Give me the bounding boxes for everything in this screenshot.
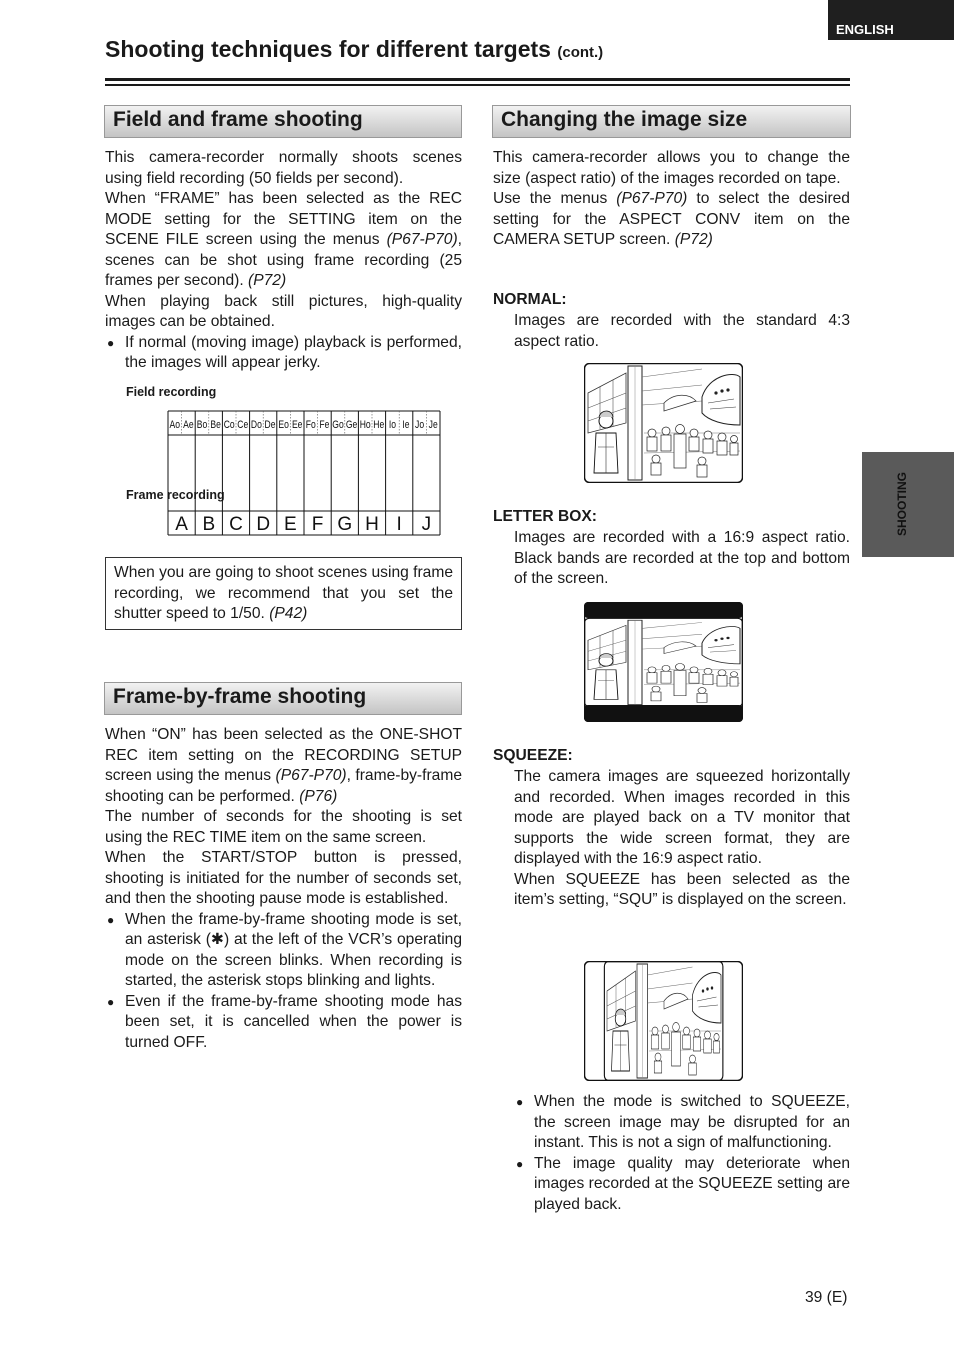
field-cell-label: Bo — [196, 419, 208, 432]
note-text: When you are going to shoot scenes using frame recording, we recommend that you set the shutter speed to 1/50. — [114, 564, 453, 622]
squeeze-heading: SQUEEZE: — [493, 747, 573, 764]
frame-cell-label: B — [202, 514, 216, 535]
paragraph: When the START/STOP button is pressed, shooting is initiated for the number of seconds set, and then the shooting pause mode is established. — [105, 849, 462, 907]
side-tab-label: SHOOTING — [895, 471, 910, 537]
field-cell-label: Ee — [291, 419, 303, 432]
frame-cell-label: E — [284, 514, 297, 535]
paragraph: The camera images are squeezed horizontally and recorded. When images recorded in this mode are played back on a TV monitor that supports the wide screen format, they are displayed with the 16:9 aspect ratio. — [514, 768, 850, 867]
section-heading-frame-by-frame — [104, 682, 462, 715]
field-cell-label: Ge — [345, 419, 358, 432]
paragraph: The number of seconds for the shooting is set using the REC TIME item on the same screen. — [105, 808, 462, 846]
text: , scenes can be shot using frame recording (25 frames per second). — [105, 231, 462, 289]
section-heading-field-frame — [104, 105, 462, 138]
field-frame-body — [105, 148, 462, 374]
section-heading-image-size — [492, 105, 851, 138]
text: , frame-by-frame shooting can be performed. — [105, 767, 462, 805]
normal-aspect-illustration — [584, 363, 743, 483]
frame-cell-label: H — [365, 514, 379, 535]
field-cell-label: Ae — [183, 419, 194, 432]
normal-description: Images are recorded with the standard 4:3 aspect ratio. — [514, 312, 850, 350]
field-cell-label: Io — [388, 419, 396, 432]
field-cell-label: Ce — [237, 419, 249, 432]
bullet-item: ● The image quality may deteriorate when images recorded at the SQUEEZE setting are played back. — [514, 1154, 850, 1216]
heading-text: Field and frame shooting — [113, 108, 363, 131]
text: When “FRAME” has been selected as the REC MODE setting for the SETTING item on the SCENE FILE screen using the menus — [105, 190, 462, 248]
field-cell-label: Ie — [402, 419, 410, 432]
squeeze-description — [514, 767, 850, 911]
page-ref: (P67-P70) — [275, 767, 347, 784]
letterbox-aspect-illustration — [584, 602, 743, 722]
field-cell-label: Eo — [278, 419, 289, 432]
bullet-item: ● When the mode is switched to SQUEEZE, the screen image may be disrupted for an instant. This is not a sign of malfunctioning. — [514, 1092, 850, 1154]
heading-text: Changing the image size — [501, 108, 748, 131]
frame-by-frame-body — [105, 725, 462, 1053]
field-cell-label: Do — [250, 419, 262, 432]
paragraph — [493, 189, 850, 251]
field-cell-label: Ho — [359, 419, 371, 432]
text: to select the desired setting for the ASPECT CONV item on the CAMERA SETUP screen. — [493, 190, 850, 248]
page-ref: (P42) — [269, 605, 308, 622]
frame-cell-label: C — [229, 514, 243, 535]
page-ref: (P72) — [248, 272, 287, 289]
bullet-item: ● If normal (moving image) playback is performed, the images will appear jerky. — [105, 333, 462, 374]
paragraph — [105, 189, 462, 292]
frame-cell-label: G — [337, 514, 353, 535]
bullet-list — [514, 1092, 850, 1215]
paragraph: When SQUEEZE has been selected as the item’s setting, “SQU” is displayed on the screen. — [514, 870, 850, 908]
normal-heading: NORMAL: — [493, 291, 567, 308]
frame-cell-label: J — [421, 514, 432, 535]
language-tab — [828, 0, 954, 40]
field-cell-label: He — [373, 419, 385, 432]
title-rule-bottom — [105, 84, 850, 86]
paragraph — [105, 725, 462, 807]
frame-recording-label: Frame recording — [126, 488, 225, 502]
field-cell-label: Fo — [305, 419, 316, 432]
page-ref: (P67-P70) — [616, 190, 688, 207]
page-ref: (P72) — [674, 231, 713, 248]
letterbox-heading: LETTER BOX: — [493, 508, 597, 525]
paragraph: When playing back still pictures, high-quality images can be obtained. — [105, 292, 462, 330]
field-cell-label: Je — [428, 419, 438, 432]
bullet-item: ● Even if the frame-by-frame shooting mode has been set, it is cancelled when the power is turned OFF. — [105, 992, 462, 1054]
language-label: ENGLISH — [836, 22, 894, 37]
field-cell-label: Fe — [319, 419, 330, 432]
field-frame-diagram — [166, 410, 444, 540]
side-tab — [862, 452, 954, 557]
bullet-list — [105, 910, 462, 1054]
heading-text: Frame-by-frame shooting — [113, 685, 367, 708]
frame-cell-label: I — [396, 514, 402, 535]
text: Use the menus — [493, 190, 617, 207]
field-cell-label: Co — [223, 419, 235, 432]
field-cell-label: Go — [332, 419, 344, 432]
squeeze-aspect-illustration — [584, 961, 743, 1081]
paragraph: This camera-recorder normally shoots scenes using field recording (50 fields per second). — [105, 149, 462, 187]
title-rule-top — [105, 78, 850, 81]
bullet-item: ● When the frame-by-frame shooting mode is set, an asterisk (✱) at the left of the VCR’s operating mode on the screen blinks. When recording is started, the asterisk stops blinking and lights. — [105, 910, 462, 992]
field-cell-label: Jo — [415, 419, 425, 432]
field-cell-label: De — [264, 419, 276, 432]
frame-cell-label: F — [311, 514, 324, 535]
page-title-suffix: (cont.) — [557, 44, 604, 61]
page-title — [105, 36, 603, 63]
bullet-list — [105, 333, 462, 374]
paragraph: This camera-recorder allows you to change the size (aspect ratio) of the images recorded on tape. — [493, 149, 850, 187]
page-number: 39 (E) — [805, 1289, 848, 1306]
page-ref: (P67-P70) — [386, 231, 458, 248]
squeeze-notes — [514, 1092, 850, 1215]
field-cell-label: Be — [210, 419, 221, 432]
letterbox-description: Images are recorded with a 16:9 aspect ratio. Black bands are recorded at the top and bottom of the screen. — [514, 529, 850, 587]
field-recording-label: Field recording — [126, 385, 217, 399]
frame-recording-note — [105, 557, 462, 630]
field-cell-label: Ao — [169, 419, 181, 432]
frame-cell-label: D — [256, 514, 271, 535]
page-ref: (P76) — [299, 787, 338, 805]
page-title-text: Shooting techniques for different targets — [105, 36, 551, 62]
frame-cell-label: A — [175, 514, 188, 535]
image-size-intro — [493, 148, 850, 251]
text: When “ON” has been selected as the ONE-SHOT REC item setting on the RECORDING SETUP screen using the menus — [105, 726, 462, 784]
